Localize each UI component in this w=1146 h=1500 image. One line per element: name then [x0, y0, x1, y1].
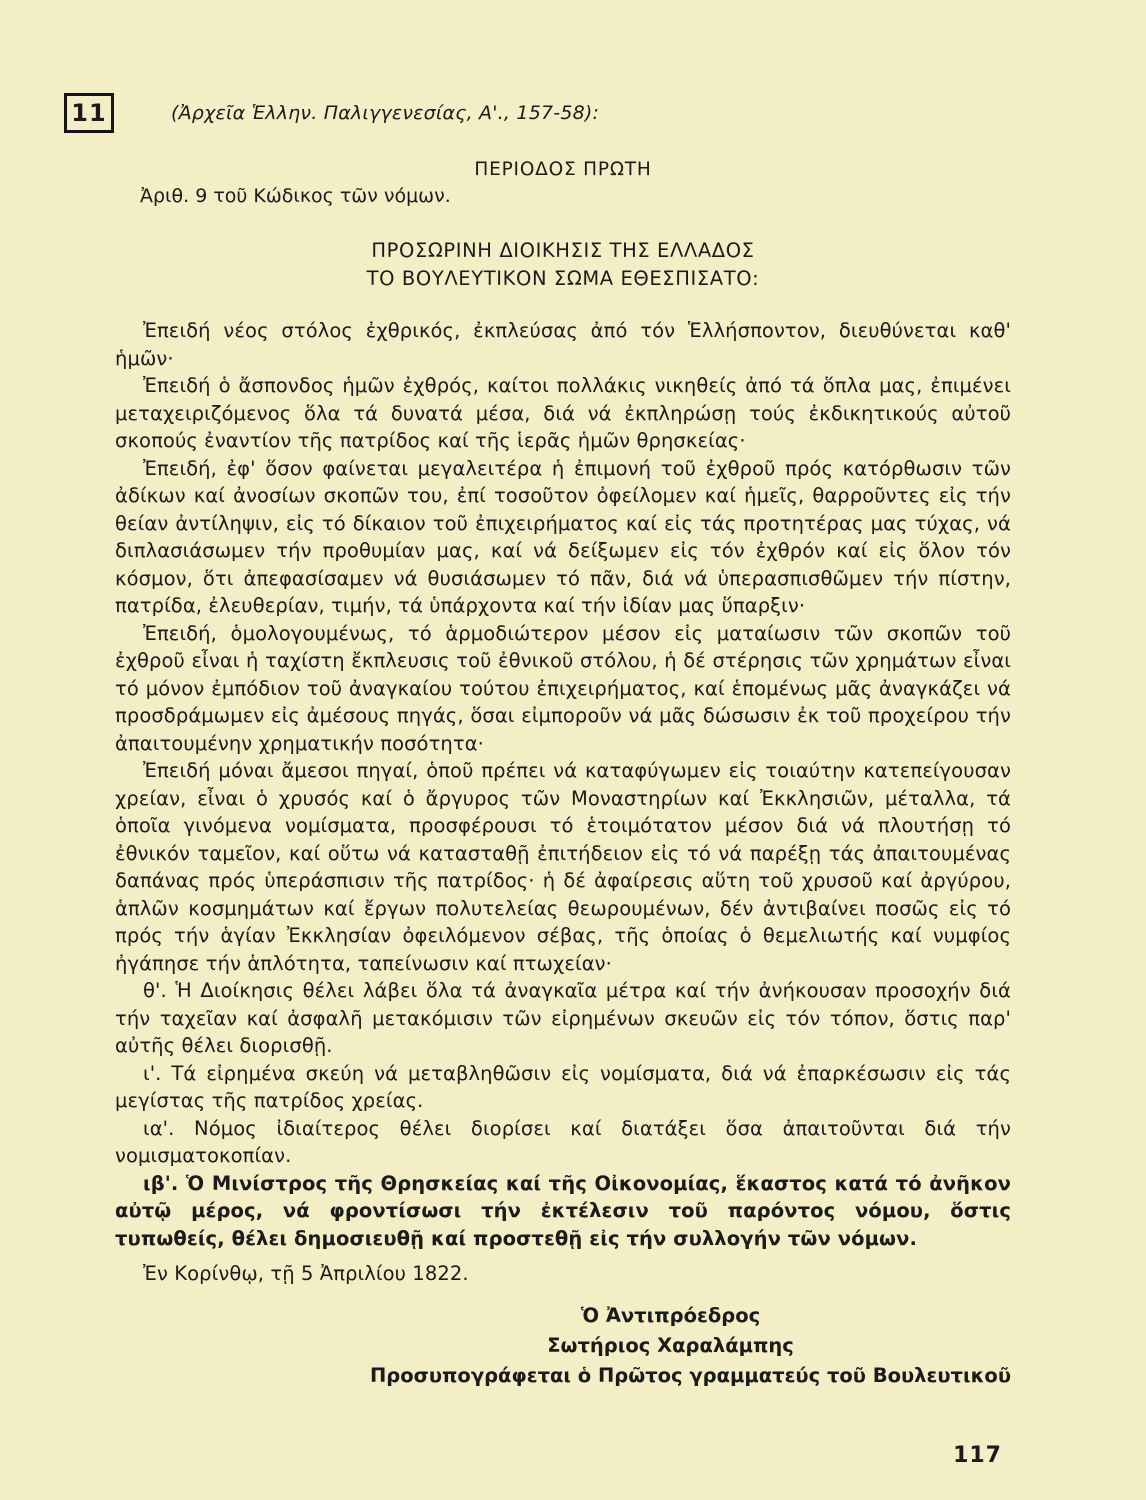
decree-paragraph: ιβ'. Ὁ Μινίστρος τῆς Θρησκείας καί τῆς Οἰκονομίας, ἕκαστος κατά τό ἀνῆκον αὐτῷ μέρος, νά φροντίσωσι τήν ἐκτέλεσιν τοῦ παρόντος νόμου, ὅστις τυπωθείς, θέλει δημοσιευθῇ καί προστεθῇ εἰς τήν συλλογήν τῶν νόμων. — [115, 1171, 1011, 1250]
title-line-1: ΠΡΟΣΩΡΙΝΗ ΔΙΟΙΚΗΣΙΣ ΤΗΣ ΕΛΛΑΔΟΣ — [371, 239, 755, 262]
item-number-box: 11 — [64, 93, 114, 133]
code-reference: Ἀριθ. 9 τοῦ Κώδικος τῶν νόμων. — [140, 185, 451, 207]
source-citation: (Ἀρχεῖα Ἑλλην. Παλιγγενεσίας, Α'., 157-58): — [171, 102, 600, 124]
decree-paragraph: Ἐπειδή μόναι ἄμεσοι πηγαί, ὁποῦ πρέπει νά καταφύγωμεν εἰς τοιαύτην κατεπείγουσαν χρείαν, εἶναι ὁ χρυσός καί ὁ ἄργυρος τῶν Μοναστηρίων καί Ἐκκλησιῶν, μέταλλα, τά ὁποῖα γινόμενα νομίσματα, προσφέρουσι τό ἑτοιμότατον μέσον διά νά πλουτήσῃ τό ἐθνικόν ταμεῖον, καί οὕτω νά κατασταθῇ ἐπιτήδειον εἰς τό νά παρέξῃ τάς ἀπαιτουμένας δαπάνας πρός ὑπεράσπισιν τῆς πατρίδος· ἡ δέ ἀφαίρεσις αὕτη τοῦ χρυσοῦ καί ἀργύρου, ἁπλῶν κοσμημάτων καί ἔργων πολυτελείας θεωρουμένων, δέν ἀντιβαίνει ποσῶς εἰς τό πρός τήν ἁγίαν Ἐκκλησίαν ὀφειλόμενον σέβας, τῆς ὁποίας ὁ θεμελιωτής καί νυμφίος ἠγάπησε τήν ἁπλότητα, ταπείνωσιν καί πτωχείαν· — [115, 759, 1011, 975]
title-line-2: ΤΟ ΒΟΥΛΕΥΤΙΚΟΝ ΣΩΜΑ ΕΘΕΣΠΙΣΑΤΟ: — [366, 267, 760, 290]
decree-paragraph: Ἐπειδή, ἐφ' ὅσον φαίνεται μεγαλειτέρα ἡ ἐπιμονή τοῦ ἐχθροῦ πρός κατόρθωσιν τῶν ἀδίκων καί ἀνοσίων σκοπῶν του, ἐπί τοσοῦτον ὀφείλομεν καί ἡμεῖς, θαρροῦντες εἰς τήν θείαν ἀντίληψιν, εἰς τό δίκαιον τοῦ ἐπιχειρήματος καί εἰς τάς προτητέρας μας τύχας, νά διπλασιάσωμεν τήν προθυμίαν μας, καί νά δείξωμεν εἰς τόν ἐχθρόν καί εἰς ὅλον τόν κόσμον, ὅτι ἀπεφασίσαμεν νά θυσιάσωμεν τό πᾶν, διά νά ὑπερασπισθῶμεν τήν πίστην, πατρίδα, ἐλευθερίαν, τιμήν, τά ὑπάρχοντα καί τήν ἰδίαν μας ὕπαρξιν· — [115, 456, 1011, 617]
decree-paragraph: Ἐπειδή, ὁμολογουμένως, τό ἁρμοδιώτερον μέσον εἰς ματαίωσιν τῶν σκοπῶν τοῦ ἐχθροῦ εἶναι ἡ ταχίστη ἔκπλευσις τοῦ ἐθνικοῦ στόλου, ἡ δέ στέρησις τῶν χρημάτων εἶναι τό μόνον ἐμπόδιον τοῦ ἀναγκαίου τούτου ἐπιχειρήματος, καί ἑπομένως μᾶς ἀναγκάζει νά προσδράμωμεν εἰς ἀμέσους πηγάς, ὅσαι εἰμποροῦν νά μᾶς δώσωσιν ἐκ τοῦ προχείρου τήν ἀπαιτουμένην χρηματικήν ποσότητα· — [115, 621, 1011, 755]
signature-title: Ὁ Ἀντιπρόεδρος — [580, 1304, 761, 1327]
decree-paragraph: ι'. Τά εἰρημένα σκεύη νά μεταβληθῶσιν εἰς νομίσματα, διά νά ἐπαρκέσωσιν εἰς τάς μεγίστας τῆς πατρίδος χρείας. — [115, 1061, 1011, 1112]
document-title — [115, 237, 1011, 293]
signature-block — [447, 1301, 895, 1361]
signature-name: Σωτήριος Χαραλάμπης — [547, 1334, 794, 1357]
page-number: 117 — [953, 1443, 1002, 1468]
countersignature: Προσυπογράφεται ὁ Πρῶτος γραμματεύς τοῦ Βουλευτικοῦ — [369, 1364, 1011, 1387]
decree-paragraph: Ἐπειδή ὁ ἄσπονδος ἡμῶν ἐχθρός, καίτοι πολλάκις νικηθείς ἀπό τά ὅπλα μας, ἐπιμένει μεταχειριζόμενος ὅλα τά δυνατά μέσα, διά νά ἐκπληρώσῃ τούς ἐκδικητικούς αὐτοῦ σκοπούς ἐναντίον τῆς πατρίδος καί τῆς ἱερᾶς ἡμῶν θρησκείας· — [115, 374, 1011, 452]
page-content — [0, 159, 1146, 1391]
decree-paragraph: Ἐπειδή νέος στόλος ἐχθρικός, ἐκπλεύσας ἀπό τόν Ἑλλήσποντον, διευθύνεται καθ' ἡμῶν· — [115, 319, 1011, 370]
period-heading: ΠΕΡΙΟΔΟΣ ΠΡΩΤΗ — [474, 159, 652, 180]
decree-paragraph: ια'. Νόμος ἰδιαίτερος θέλει διορίσει καί διατάξει ὅσα ἀπαιτοῦνται διά τήν νομισματοκοπίαν. — [115, 1116, 1011, 1167]
decree-paragraph: θ'. Ἡ Διοίκησις θέλει λάβει ὅλα τά ἀναγκαῖα μέτρα καί τήν ἀνήκουσαν προσοχήν διά τήν ταχεῖαν καί ἀσφαλῆ μετακόμισιν τῶν εἰρημένων σκευῶν εἰς τόν τόπον, ὅστις παρ' αὐτῆς θέλει διορισθῇ. — [115, 979, 1011, 1057]
dateline: Ἐν Κορίνθῳ, τῇ 5 Ἀπριλίου 1822. — [143, 1262, 469, 1285]
item-header — [64, 0, 1146, 133]
decree-body — [115, 317, 1011, 1252]
